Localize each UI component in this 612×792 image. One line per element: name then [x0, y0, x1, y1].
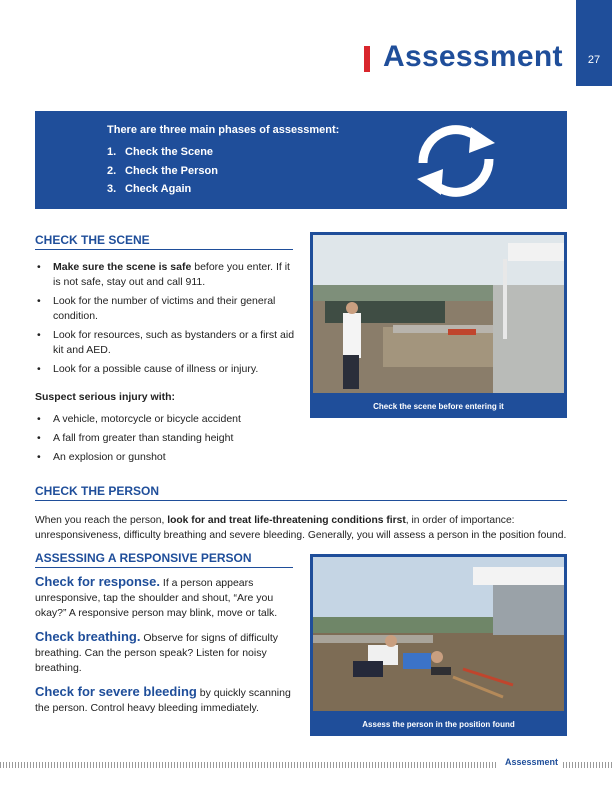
- intro-phase-list: [107, 146, 218, 202]
- suspect-bullets: [35, 412, 297, 469]
- list-item: • An explosion or gunshot: [35, 450, 297, 465]
- intro-heading: There are three main phases of assessment:: [107, 124, 340, 136]
- step-text: by quickly scanning the person. Control heavy bleeding immediately.: [35, 687, 291, 714]
- bullet-text: before you enter. If it is not safe, stay out and call 911.: [53, 261, 290, 288]
- step-check-breathing: [35, 629, 297, 676]
- scene-photo-caption: Check the scene before entering it: [373, 402, 504, 411]
- list-item: • A fall from greater than standing height: [35, 431, 297, 446]
- list-item: • A vehicle, motorcycle or bicycle accident: [35, 412, 297, 427]
- intro-box: [35, 111, 567, 209]
- phase-label: Check Again: [125, 183, 192, 195]
- step-title: Check for severe bleeding: [35, 684, 197, 699]
- phase-number: 2.: [107, 164, 117, 177]
- phase-label: Check the Scene: [125, 146, 214, 158]
- check-scene-bullets: [35, 260, 297, 381]
- check-person-heading: CHECK THE PERSON: [35, 484, 567, 501]
- phase-item: [107, 183, 218, 202]
- footer-dotted-rule: [0, 762, 498, 768]
- person-photo: [313, 557, 564, 711]
- list-item: [35, 362, 297, 377]
- bullet-text: Look for resources, such as bystanders or a first aid kit and AED.: [53, 329, 295, 356]
- footer-label: Assessment: [505, 757, 559, 767]
- phase-number: 1.: [107, 146, 117, 158]
- step-check-response: [35, 574, 297, 621]
- responsive-steps: [35, 574, 297, 724]
- page-number: 27: [587, 54, 601, 66]
- check-scene-heading: CHECK THE SCENE: [35, 233, 293, 250]
- list-item: [35, 294, 297, 324]
- page-number-tab: [576, 0, 612, 86]
- bullet-bold: Make sure the scene is safe: [53, 261, 192, 273]
- scene-photo: [313, 235, 564, 393]
- step-check-bleeding: [35, 684, 297, 716]
- phase-item: [107, 165, 218, 184]
- person-photo-caption: Assess the person in the position found: [362, 720, 515, 729]
- person-photo-frame: [310, 554, 567, 736]
- list-item: [35, 328, 297, 358]
- bullet-text: Look for the number of victims and their general condition.: [53, 295, 276, 322]
- step-title: Check breathing.: [35, 629, 141, 644]
- suspect-heading: Suspect serious injury with:: [35, 391, 176, 403]
- check-person-text-end: , in order of importance: unresponsiveness, difficulty breathing and severe bleeding. Generally, you will assess a person in the position found.: [35, 515, 567, 541]
- refresh-cycle-icon: [409, 121, 503, 201]
- phase-item: [107, 146, 218, 165]
- bullet-text: Look for a possible cause of illness or injury.: [53, 363, 259, 375]
- footer-dotted-rule-right: [563, 762, 612, 768]
- step-title: Check for response.: [35, 574, 160, 589]
- title-accent-bar: [364, 46, 370, 72]
- scene-photo-frame: [310, 232, 567, 418]
- page-title: Assessment: [383, 40, 563, 73]
- phase-number: 3.: [107, 183, 117, 195]
- step-text: If a person appears unresponsive, tap the shoulder and shout, “Are you okay?” A responsive person may blink, move or talk.: [35, 577, 278, 619]
- check-person-text: [35, 513, 575, 543]
- check-person-text-bold: look for and treat life-threatening conditions first: [167, 515, 406, 526]
- check-person-text-start: When you reach the person,: [35, 515, 168, 526]
- responsive-heading: ASSESSING A RESPONSIVE PERSON: [35, 551, 293, 568]
- phase-label: Check the Person: [125, 164, 218, 177]
- list-item: [35, 260, 297, 290]
- step-text: Observe for signs of difficulty breathing. Can the person speak? Listen for noisy breathing.: [35, 632, 278, 674]
